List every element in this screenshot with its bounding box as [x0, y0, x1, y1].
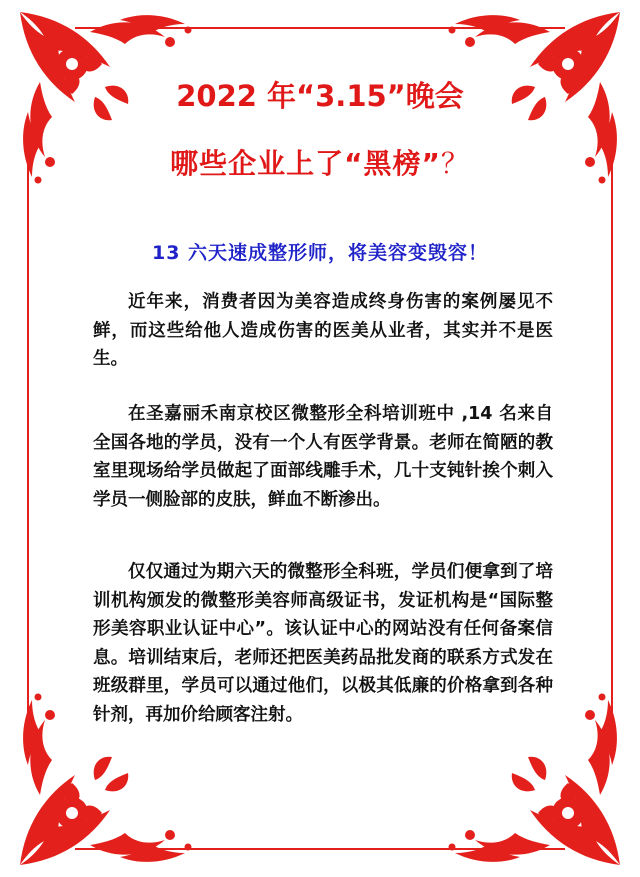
title-question-mark: ？ [440, 147, 470, 180]
paragraph-1: 近年来，消费者因为美容造成终身伤害的案例屡见不鲜，而这些给他人造成伤害的医美从业者，其实并不是医生。 [93, 292, 553, 369]
page-title: 2022 年“3.15”晚会 [176, 79, 464, 113]
paragraph-2: 在圣嘉丽禾南京校区微整形全科培训班中 ,14 名来自全国各地的学员，没有一个人有医学背景。老师在简陋的教室里现场给学员做起了面部线雕手术，几十支钝针挨个刺入学员一侧脸部的皮肤，鲜血不断渗出。 [93, 404, 553, 510]
paragraph-3: 仅仅通过为期六天的微整形全科班，学员们便拿到了培训机构颁发的微整形美容师高级证书，发证机构是“国际整形美容职业认证中心”。该认证中心的网站没有任何备案信息。培训结束后，老师还把医美药品批发商的联系方式发在班级群里，学员可以通过他们，以极其低廉的价格拿到各种针剂，再加价给顾客注射。 [93, 562, 553, 725]
title-line2-text: 哪些企业上了“黑榜” [170, 147, 441, 180]
section-heading: 13 六天速成整形师，将美容变毁容！ [151, 242, 489, 264]
page-title-line2 [0, 142, 640, 182]
